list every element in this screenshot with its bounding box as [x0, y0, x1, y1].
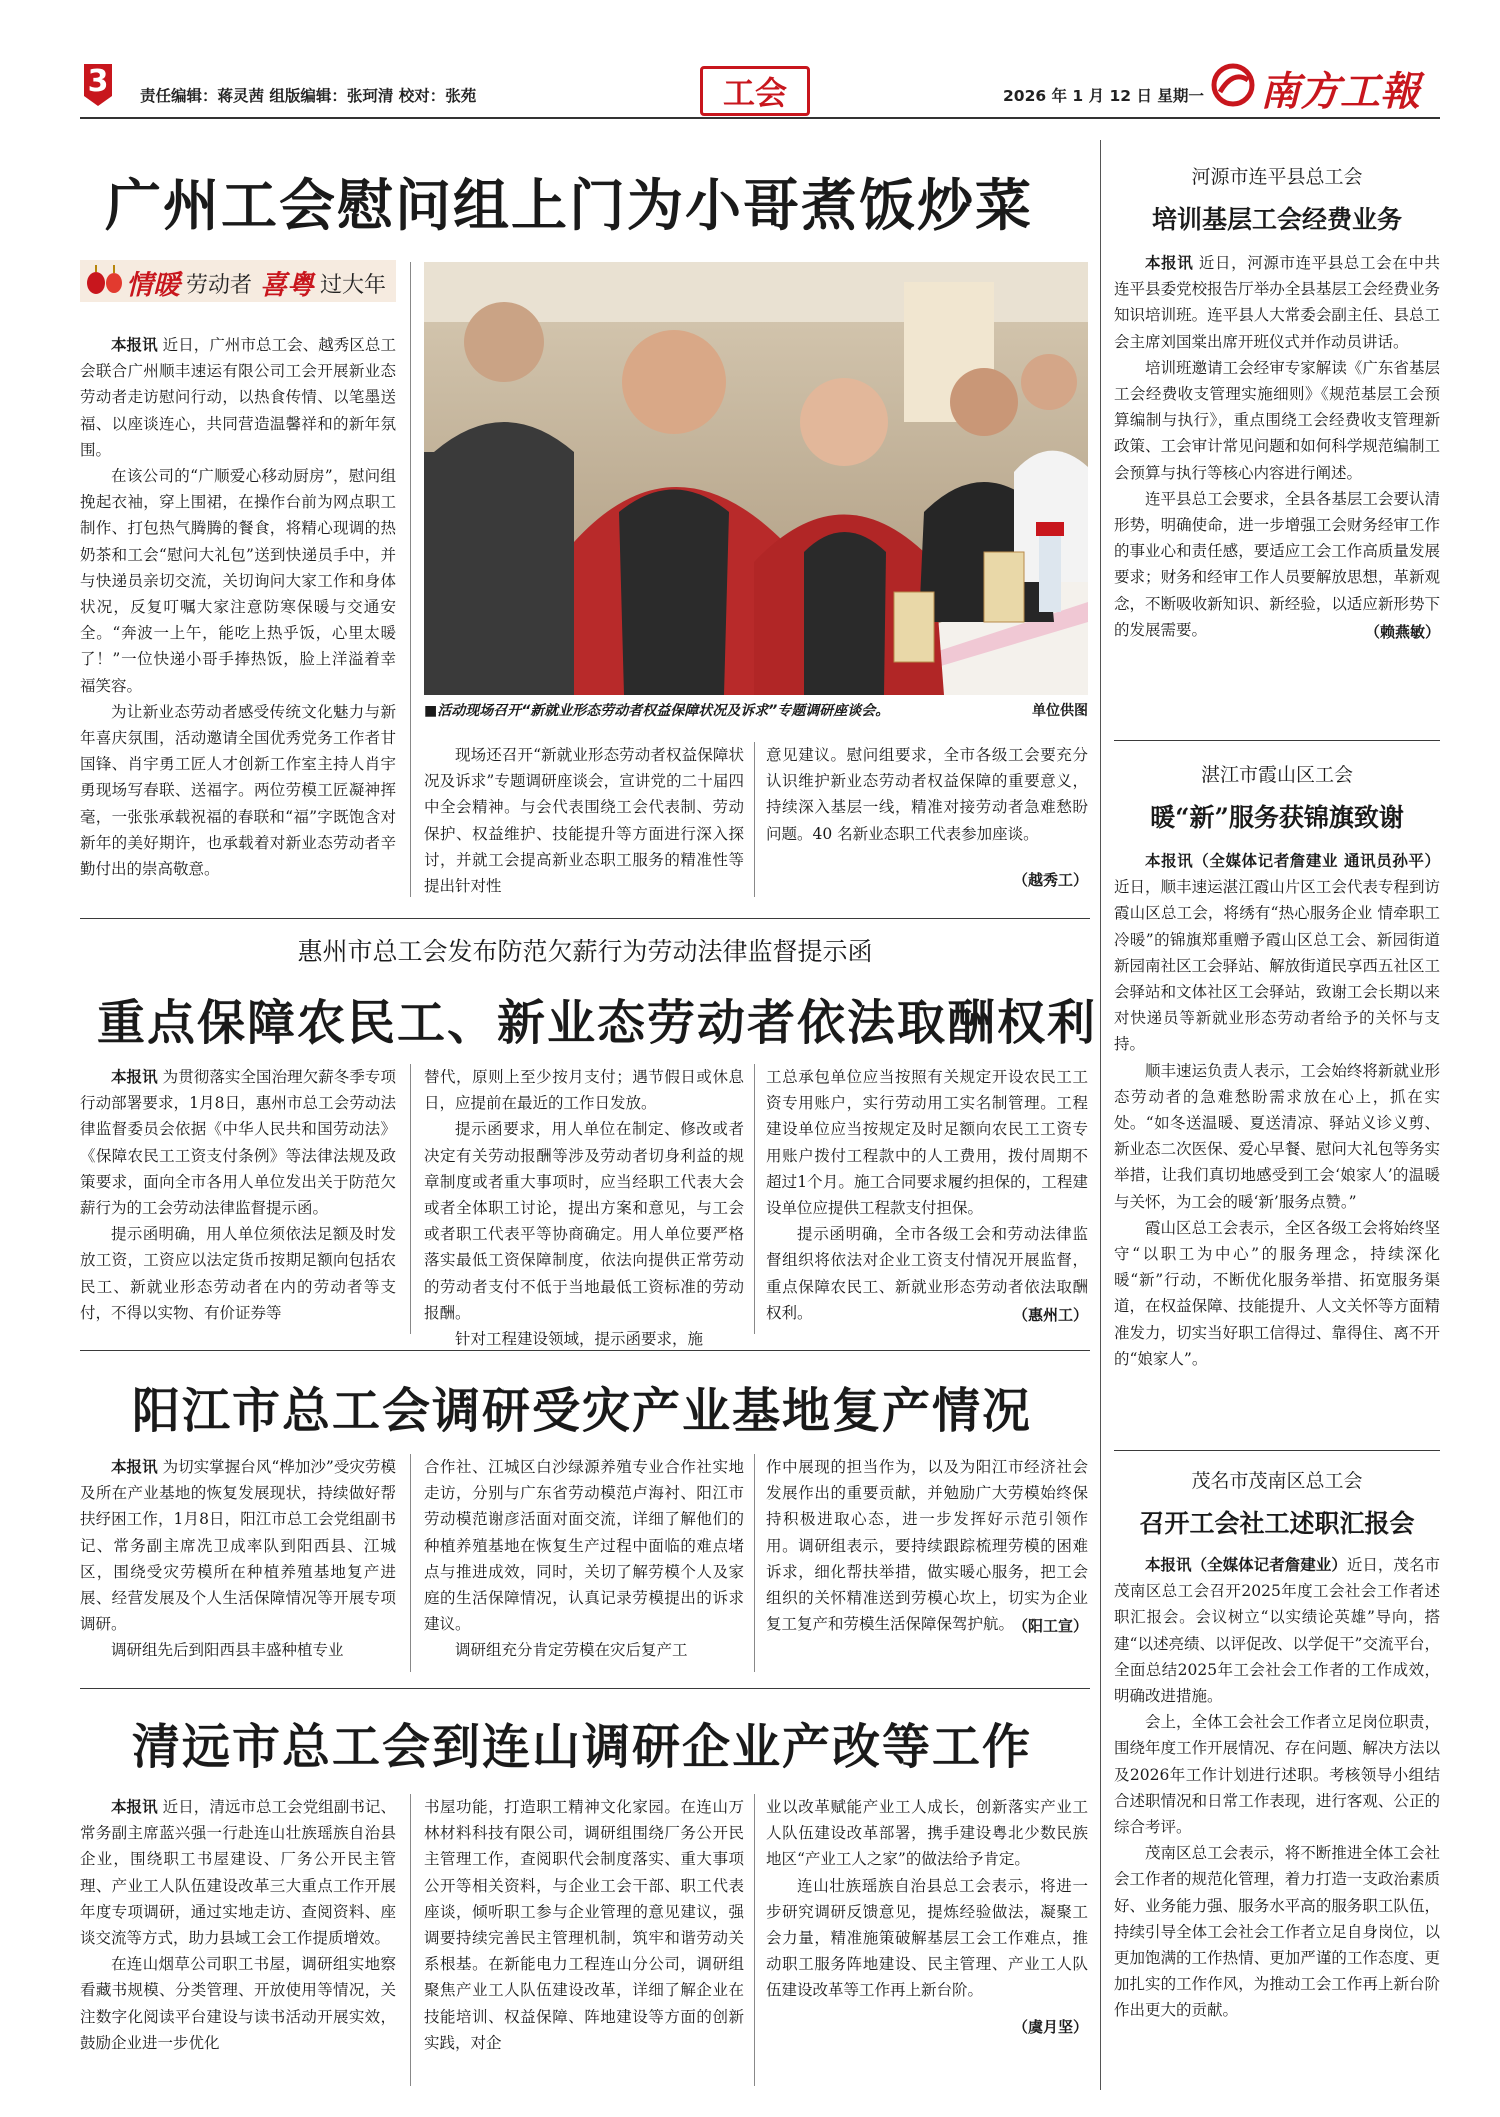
issue-date: 2026 年 1 月 12 日 星期一 — [1003, 87, 1204, 105]
column-divider — [410, 1794, 411, 2086]
paragraph: 提示函要求，用人单位在制定、修改或者决定有关劳动报酬等涉及劳动者切身利益的规章制度或者重大事项时，应当经职工代表大会或者全体职工讨论，提出方案和意见，与工会或者职工代表平等协商确定。用人单位要严格落实最低工资保障制度，依法向提供正常劳动的劳动者支付不低于当地最低工资标准的劳动报酬。 — [424, 1120, 744, 1322]
article2-headline: 重点保障农民工、新业态劳动者依法取酬权利 — [97, 995, 1098, 1051]
column-divider — [410, 1454, 411, 1672]
article1-column-2 — [424, 742, 744, 899]
paragraph: 意见建议。慰问组要求，全市各级工会要充分认识维护新业态劳动者权益保障的重要意义，持续深入基层一线，精准对接劳动者急难愁盼问题。40 名新业态职工代表参加座谈。 — [766, 746, 1088, 843]
article3-column-3 — [766, 1454, 1088, 1640]
section-rule — [80, 1688, 1090, 1689]
article1-headline: 广州工会慰问组上门为小哥煮饭炒菜 — [105, 173, 1033, 239]
column-divider — [410, 262, 411, 897]
meeting-photo — [424, 262, 1088, 695]
side3-headline: 召开工会社工述职汇报会 — [1139, 1509, 1415, 1538]
banner-word-1: 情暖 — [126, 270, 180, 301]
paragraph: 茂南区总工会表示，将不断推进全体工会社会工作者的规范化管理，着力打造一支政治素质好、业务能力强、服务水平高的服务职工队伍，持续引导全体工会社会工作者立足自身岗位，以更加饱满的工作热情、更加严谨的工作态度、更加扎实的工作作风，为推动工会工作再上新台阶作出更大的贡献。 — [1114, 1844, 1440, 2020]
article2-credit: （惠州工） — [1012, 1306, 1088, 1325]
lead-tag: 本报讯（全媒体记者詹建业） — [1145, 1556, 1347, 1574]
paragraph: 连平县总工会要求，全县各基层工会要认清形势，明确使命，进一步增强工会财务经审工作的事业心和责任感，要适应工会工作高质量发展要求；财务和经审工作人员要解放思想，革新观念，不断吸收新知识、新经验，以适应新形势下的发展需要。 — [1114, 489, 1440, 639]
paragraph: 调研组充分肯定劳模在灾后复产工 — [455, 1641, 688, 1660]
lead-tag: 本报讯 — [111, 1458, 158, 1476]
banner-word-2: 劳动者 — [186, 273, 253, 298]
article2-column-3 — [766, 1064, 1088, 1328]
paragraph: 培训班邀请工会经审专家解读《广东省基层工会经费收支管理实施细则》《规范基层工会预算编制与执行》，重点围绕工会经费收支管理新政策、工会审计常见问题和如何科学规范编制工会预算与执行等核心内容进行阐述。 — [1114, 358, 1440, 482]
article3-headline: 阳江市总工会调研受灾产业基地复产情况 — [132, 1383, 1033, 1439]
paragraph: 近日，河源市连平县总工会在中共连平县委党校报告厅举办全县基层工会经费业务知识培训班。连平县人大常委会副主任、县总工会主席刘国棠出席开班仪式并作动员讲话。 — [1114, 254, 1440, 351]
side1-credit: （赖燕敏） — [1364, 623, 1440, 642]
article1-column-3 — [766, 742, 1088, 893]
article1-credit: （越秀工） — [1012, 870, 1088, 889]
sidebar-divider — [1100, 140, 1101, 2090]
side1-body — [1114, 250, 1440, 645]
article4-credit: （虞月坚） — [1012, 2017, 1088, 2036]
paragraph: 连山壮族瑶族自治县总工会表示，将进一步研究调研反馈意见，提炼经验做法，凝聚工会力量，精准施策破解基层工会工作难点，推动职工服务阵地建设、民主管理、产业工人队伍建设改革等工作再上新台阶。 — [766, 1876, 1088, 2000]
photo-caption — [424, 700, 1088, 720]
side3-kicker: 茂名市茂南区总工会 — [1191, 1470, 1363, 1492]
banner-word-4: 过大年 — [320, 273, 387, 298]
article4-column-2 — [424, 1794, 744, 2056]
side2-kicker: 湛江市霞山区工会 — [1200, 764, 1353, 786]
masthead-rule — [80, 117, 1440, 119]
lead-tag: 本报讯 — [111, 1798, 158, 1816]
article2-kicker: 惠州市总工会发布防范欠薪行为劳动法律监督提示函 — [297, 937, 873, 966]
paragraph: 书屋功能，打造职工精神文化家园。在连山万林材料科技有限公司，调研组围绕厂务公开民主管理工作，查阅职代会制度落实、重大事项公开等相关资料，与企业工会干部、职工代表座谈，倾听职工参与企业管理的意见建议，强调要持续完善民主管理机制，筑牢和谐劳动关系根基。在新能电力工程连山分公司，调研组聚焦产业工人队伍建设改革，详细了解企业在技能培训、权益保障、阵地建设等方面的创新实践，对企 — [424, 1798, 744, 2052]
paragraph: 提示函明确，全市各级工会和劳动法律监督组织将依法对企业工资支付情况开展监督，重点保障农民工、新就业形态劳动者依法取酬权利。 — [766, 1225, 1088, 1322]
paragraph: 作中展现的担当作为，以及为阳江市经济社会发展作出的重要贡献，并勉励广大劳模始终保持积极进取心态，进一步发挥好示范引领作用。调研组表示，要持续跟踪梳理劳模的困难诉求，细化帮扶举措，做实暖心服务，把工会组织的关怀精准送到劳模心坎上，切实为企业复工复产和劳模生活保障保驾护航。 — [766, 1458, 1088, 1634]
lead-tag: 本报讯 — [111, 336, 158, 354]
editors-line: 责任编辑：蒋灵茜 组版编辑：张珂清 校对：张苑 — [140, 87, 477, 105]
article2-column-2 — [424, 1064, 744, 1352]
paragraph: 近日，顺丰速运湛江霞山片区工会代表专程到访霞山区总工会，将绣有“热心服务企业 情牵职工冷暖”的锦旗郑重赠予霞山区总工会、新园街道新园南社区工会驿站、解放街道民享西五社区工会驿站和文体社区工会驿站，致谢工会长期以来对快递员等新就业形态劳动者给予的关怀与支持。 — [1114, 878, 1440, 1054]
lead-tag: 本报讯 — [111, 1068, 158, 1086]
holiday-banner — [80, 260, 396, 302]
article3-column-2 — [424, 1454, 744, 1664]
banner-word-3: 喜粤 — [260, 270, 314, 301]
side1-headline: 培训基层工会经费业务 — [1151, 205, 1402, 234]
section-rule — [80, 1350, 1090, 1351]
paragraph: 霞山区总工会表示，全区各级工会将始终坚守“以职工为中心”的服务理念，持续深化暖“新”行动，不断优化服务举措、拓宽服务渠道，在权益保障、技能提升、人文关怀等方面精准发力，切实当好职工信得过、靠得住、离不开的“娘家人”。 — [1114, 1218, 1440, 1368]
paragraph: 为让新业态劳动者感受传统文化魅力与新年喜庆氛围，活动邀请全国优秀党务工作者甘国锋、肖宇勇工匠人才创新工作室主持人肖宇勇现场写春联、送福字。两位劳模工匠凝神挥毫，一张张承载祝福的春联和“福”字既饱含对新年的美好期许，也承载着对新业态劳动者辛勤付出的崇高敬意。 — [80, 702, 396, 879]
lead-tag: 本报讯 — [1145, 254, 1194, 272]
article2-column-1 — [80, 1064, 396, 1326]
sidebar-rule — [1114, 740, 1440, 741]
paragraph: 合作社、江城区白沙绿源养殖专业合作社实地走访，分别与广东省劳动模范卢海衬、阳江市劳动模范谢彦活面对面交流，详细了解他们的种植养殖基地在恢复生产过程中面临的难点堵点与推进成效，同时，关切了解劳模个人及家庭的生活保障情况，认真记录劳模提出的诉求建议。 — [424, 1458, 744, 1634]
article4-column-1 — [80, 1794, 396, 2056]
column-divider — [754, 1794, 755, 2086]
photo-credit: 单位供图 — [1032, 703, 1088, 719]
paragraph: 提示函明确，用人单位须依法足额及时发放工资，工资应以法定货币按期足额向包括农民工、新就业形态劳动者在内的劳动者等支付，不得以实物、有价证券等 — [80, 1225, 396, 1322]
paragraph: 近日，清远市总工会党组副书记、常务副主席蓝兴强一行赴连山壮族瑶族自治县企业，围绕职工书屋建设、厂务公开民主管理、产业工人队伍建设改革三大重点工作开展年度专项调研，通过实地走访、查阅资料、座谈交流等方式，助力县域工会工作提质增效。 — [80, 1798, 396, 1948]
paragraph: 业以改革赋能产业工人成长，创新落实产业工人队伍建设改革部署，携手建设粤北少数民族地区“产业工人之家”的做法给予肯定。 — [766, 1798, 1088, 1869]
paragraph: 工总承包单位应当按照有关规定开设农民工工资专用账户，实行劳动用工实名制管理。工程建设单位应当按规定及时足额向农民工工资专用账户拨付工程款中的人工费用，拨付周期不超过1个月。施工合同要求履约担保的，工程建设单位应提供工程款支付担保。 — [766, 1068, 1088, 1218]
column-divider — [754, 1064, 755, 1334]
column-divider — [754, 742, 755, 897]
section-label: 工会 — [722, 74, 787, 112]
page-number: 3 — [87, 64, 109, 99]
article4-headline: 清远市总工会到连山调研企业产改等工作 — [132, 1719, 1033, 1775]
paragraph: 近日，茂名市茂南区总工会召开2025年度工会社会工作者述职汇报会。会议树立“以实绩论英雄”导向，搭建“以述亮绩、以评促改、以学促干”交流平台，全面总结2025年工会社会工作者的工作成效，明确改进措施。 — [1114, 1556, 1440, 1706]
sidebar-rule — [1114, 1450, 1440, 1451]
side1-kicker: 河源市连平县总工会 — [1191, 166, 1363, 188]
article3-credit: （阳工宣） — [1012, 1617, 1088, 1636]
column-divider — [410, 1064, 411, 1334]
side2-body — [1114, 848, 1440, 1372]
meeting-photo-icon — [424, 262, 1088, 695]
section-rule — [80, 918, 1090, 919]
photo-caption-text: ■活动现场召开“新就业形态劳动者权益保障状况及诉求”专题调研座谈会。 — [424, 703, 890, 719]
paragraph: 针对工程建设领域，提示函要求，施 — [455, 1330, 704, 1349]
article3-column-1 — [80, 1454, 396, 1664]
paragraph: 近日，广州市总工会、越秀区总工会联合广州顺丰速运有限公司工会开展新业态劳动者走访慰问行动，以热食传情、以笔墨送福、以座谈连心，共同营造温馨祥和的新年氛围。 — [80, 336, 396, 459]
paragraph: 现场还召开“新就业形态劳动者权益保障状况及诉求”专题调研座谈会，宣讲党的二十届四中全会精神。与会代表围绕工会代表制、劳动保护、权益维护、技能提升等方面进行深入探讨，并就工会提高新业态职工服务的精准性等提出针对性 — [424, 746, 744, 896]
side2-headline: 暖“新”服务获锦旗致谢 — [1150, 803, 1404, 832]
paragraph: 在连山烟草公司职工书屋，调研组实地察看藏书规模、分类管理、开放使用等情况，关注数字化阅读平台建设与读书活动开展实效，鼓励企业进一步优化 — [80, 1955, 396, 2052]
logo-emblem-icon — [1210, 62, 1256, 108]
side3-body — [1114, 1552, 1440, 2024]
newspaper-logo — [1210, 60, 1440, 115]
page-number-badge — [80, 62, 116, 108]
paragraph: 调研组先后到阳西县丰盛种植专业 — [111, 1641, 344, 1660]
logo-text: 南方工報 — [1260, 68, 1420, 115]
paragraph: 为贯彻落实全国治理欠薪冬季专项行动部署要求，1月8日，惠州市总工会劳动法律监督委员会依据《中华人民共和国劳动法》《保障农民工工资支付条例》等法律法规及政策要求，面向全市各用人单位发出关于防范欠薪行为的工会劳动法律监督提示函。 — [80, 1068, 396, 1218]
paragraph: 会上，全体工会社会工作者立足岗位职责，围绕年度工作开展情况、存在问题、解决方法以及2026年工作计划进行述职。考核领导小组结合述职情况和日常工作表现，进行客观、公正的综合考评。 — [1114, 1713, 1440, 1837]
lantern-icon — [84, 263, 124, 299]
lead-tag: 本报讯（全媒体记者詹建业 通讯员孙平） — [1145, 852, 1440, 870]
paragraph: 顺丰速运负责人表示，工会始终将新就业形态劳动者的急难愁盼需求放在心上，抓在实处。“如冬送温暖、夏送清凉、驿站义诊义剪、新业态二次医保、爱心早餐、慰问大礼包等务实举措，让我们真切地感受到工会‘娘家人’的温暖与关怀，为工会的暖‘新’服务点赞。” — [1114, 1061, 1440, 1211]
column-divider — [754, 1454, 755, 1672]
paragraph: 在该公司的“广顺爱心移动厨房”，慰问组挽起衣袖，穿上围裙，在操作台前为网点职工制作、打包热气腾腾的餐食，将精心现调的热奶茶和工会“慰问大礼包”送到快递员手中，并与快递员亲切交流，关切询问大家工作和身体状况，反复叮嘱大家注意防寒保暖与交通安全。“奔波一上午，能吃上热乎饭，心里太暖了！”一位快递小哥手捧热饭，脸上洋溢着幸福笑容。 — [80, 467, 396, 695]
paragraph: 为切实掌握台风“桦加沙”受灾劳模及所在产业基地的恢复发展现状，持续做好帮扶纾困工作，1月8日，阳江市总工会党组副书记、常务副主席冼卫成率队到阳西县、江城区，围绕受灾劳模所在种植养殖基地复产进展、经营发展及个人生活保障情况等开展专项调研。 — [80, 1458, 396, 1634]
article1-column-1 — [80, 332, 396, 882]
paragraph: 替代，原则上至少按月支付；遇节假日或休息日，应提前在最近的工作日发放。 — [424, 1068, 744, 1113]
article4-column-3 — [766, 1794, 1088, 2040]
